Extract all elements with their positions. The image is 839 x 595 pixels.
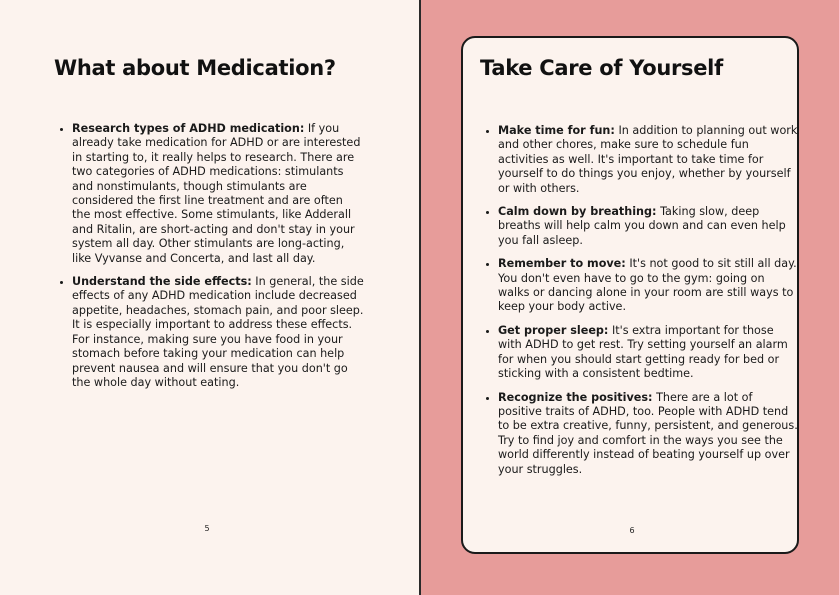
item-lead: Research types of ADHD medication: xyxy=(72,122,305,135)
list-item xyxy=(498,391,798,477)
item-text: It's not good to sit still all day. You don't even have to go to the gym: going on walks or dancing alone in your room are still ways to keep your body active. xyxy=(498,257,797,314)
item-lead: Get proper sleep: xyxy=(498,323,609,337)
left-page xyxy=(0,0,419,595)
item-text: In addition to planning out work and other chores, make sure to schedule fun activities as well. It's important to take time for yourself to do things you enjoy, whether by yourself or with others. xyxy=(498,124,798,195)
page-title-self-care: Take Care of Yourself xyxy=(480,56,723,80)
list-item xyxy=(72,275,364,390)
content-card xyxy=(461,36,799,554)
item-text: If you already take medication for ADHD or are interested in starting to, it really helps to research. There are two categories of ADHD medications: stimulants and nonstimulants, though stimulants are considered the first line treatment and are often the most effective. Some stimulants, like Adderall and Ritalin, are short-acting and don't stay in your system all day. Other stimulants are long-acting, like Vyvanse and Concerta, and last all day. xyxy=(72,122,361,265)
item-lead: Make time for fun: xyxy=(498,124,615,137)
item-lead: Remember to move: xyxy=(498,257,626,271)
item-lead: Recognize the positives: xyxy=(498,390,653,404)
page-number: 6 xyxy=(629,526,635,535)
list-item xyxy=(72,122,364,266)
medication-bullet-list xyxy=(54,122,364,399)
list-item xyxy=(498,205,798,248)
item-text: There are a lot of positive traits of ADHD, too. People with ADHD tend to be extra creative, funny, persistent, and generous. Try to find joy and comfort in the ways you see the world differently instead of beating yourself up over your struggles. xyxy=(498,390,798,476)
right-page xyxy=(421,0,839,595)
item-lead: Calm down by breathing: xyxy=(498,205,657,219)
list-item xyxy=(498,257,798,315)
item-lead: Understand the side effects: xyxy=(72,275,252,289)
item-text: It's extra important for those with ADHD to get rest. Try setting yourself an alarm for when you should start getting ready for bed or sticking with a consistent bedtime. xyxy=(498,323,788,381)
self-care-bullet-list xyxy=(480,124,798,486)
list-item xyxy=(498,124,798,196)
item-text: In general, the side effects of any ADHD medication include decreased appetite, headaches, stomach pain, and poor sleep. It is especially important to address these effects. For instance, making sure you have food in your stomach before taking your medication can help prevent nausea and will ensure that you don't go the whole day without eating. xyxy=(72,275,364,389)
list-item xyxy=(498,324,798,382)
item-text: Taking slow, deep breaths will help calm you down and can even help you fall asleep. xyxy=(498,205,786,247)
page-title-medication: What about Medication? xyxy=(54,56,336,80)
page-number: 5 xyxy=(204,524,210,533)
